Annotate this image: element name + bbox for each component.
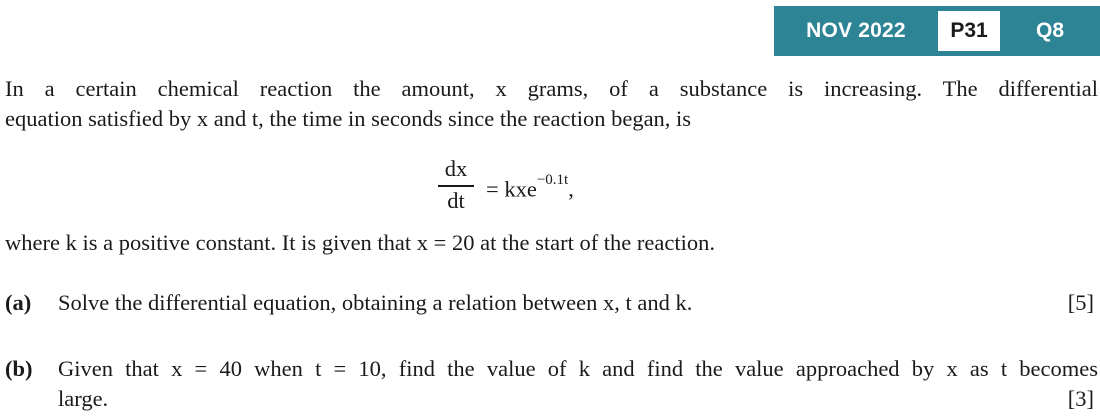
part-a-marks: [5]: [1067, 290, 1094, 315]
part-b-marks: [3]: [1067, 386, 1094, 411]
equation-right-side: [486, 169, 574, 205]
part-b-text-line-2: large.: [58, 386, 109, 411]
fraction-denominator: dt: [447, 188, 465, 213]
part-a-text: Solve the differential equation, obtaining a relation between x, t and k.: [58, 290, 693, 315]
equation-rhs-base: = kxe: [486, 176, 537, 202]
intro-line-1: In a certain chemical reaction the amount, x grams, of a substance is increasing. The differential: [5, 76, 1098, 101]
part-a-label: (a): [5, 290, 32, 315]
fraction-bar: [438, 185, 474, 187]
paper-label: P31: [938, 11, 1000, 51]
question-number-label: Q8: [1035, 19, 1064, 42]
equation-exponent: −0.1t: [536, 172, 569, 188]
question-tag: [774, 6, 1100, 56]
intro-line-2: equation satisfied by x and t, the time in seconds since the reaction began, is: [5, 106, 692, 131]
part-b-text-line-1: Given that x = 40 when t = 10, find the value of k and find the value approached by x as t becomes: [58, 356, 1098, 381]
fraction-numerator: dx: [444, 156, 468, 181]
equation-trailing-comma: ,: [568, 176, 574, 202]
given-condition: where k is a positive constant. It is given that x = 20 at the start of the reaction.: [5, 230, 716, 255]
exam-session-label: NOV 2022: [806, 19, 906, 42]
part-b-label: (b): [5, 356, 33, 381]
